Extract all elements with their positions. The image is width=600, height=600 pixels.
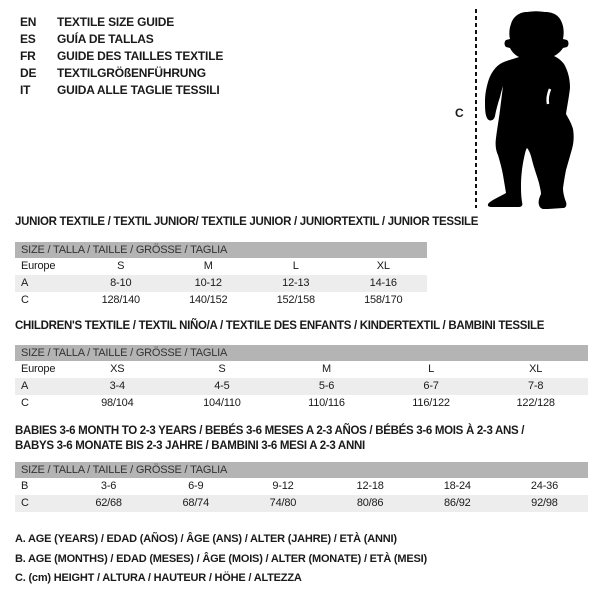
- table-row-age: [15, 275, 427, 292]
- footnote-a: A. AGE (YEARS) / EDAD (AÑOS) / ÂGE (ANS) / ALTER (JAHRE) / ETÀ (ANNI): [15, 533, 397, 545]
- lang-code: FR: [20, 49, 36, 63]
- lang-row-it: [20, 82, 223, 99]
- age-cell: 8-10: [110, 277, 132, 289]
- age-cell: 3-4: [109, 380, 125, 392]
- lang-code: ES: [20, 32, 36, 46]
- lang-row-fr: [20, 48, 223, 65]
- height-cell: 110/116: [308, 397, 345, 409]
- children-section-title: CHILDREN'S TEXTILE / TEXTIL NIÑO/A / TEXTILE DES ENFANTS / KINDERTEXTIL / BAMBINI TESSILE: [15, 320, 545, 332]
- row-label: C: [21, 294, 29, 306]
- height-cell: 122/128: [516, 397, 555, 409]
- age-cell: 6-9: [188, 480, 204, 492]
- lang-title: TEXTILE SIZE GUIDE: [57, 15, 175, 29]
- size-header-bar: SIZE / TALLA / TAILLE / GRÖSSE / TAGLIA: [15, 462, 588, 478]
- footnote-b: B. AGE (MONTHS) / EDAD (MESES) / ÂGE (MOIS) / ALTER (MONATE) / ETÀ (MESI): [15, 552, 427, 565]
- height-dashed-line: [475, 9, 477, 208]
- lang-code: IT: [20, 83, 31, 97]
- row-label: C: [21, 397, 29, 409]
- row-label: B: [21, 480, 29, 492]
- table-row-height: [15, 292, 427, 309]
- lang-row-en: [20, 14, 223, 31]
- size-cell: L: [292, 260, 299, 272]
- row-label: C: [21, 497, 29, 509]
- size-cell: XL: [529, 363, 543, 375]
- table-row-age: [15, 378, 588, 395]
- height-cell: 158/170: [364, 294, 403, 306]
- toddler-silhouette-icon: [481, 9, 593, 209]
- height-cell: 128/140: [101, 294, 140, 306]
- size-cell: XS: [110, 363, 125, 375]
- height-cell: 92/98: [531, 497, 558, 509]
- age-cell: 24-36: [530, 480, 559, 492]
- lang-title: TEXTILGRÖßENFÜHRUNG: [57, 66, 206, 80]
- height-cell: 80/86: [356, 497, 384, 509]
- size-cell: XL: [376, 260, 390, 272]
- lang-code: DE: [20, 66, 37, 80]
- size-cell: M: [203, 260, 213, 272]
- size-cell: L: [428, 363, 435, 375]
- height-cell: 140/152: [189, 294, 228, 306]
- height-cell: 74/80: [269, 497, 297, 509]
- table-row-europe: [15, 258, 427, 275]
- height-cell: 116/122: [412, 397, 450, 409]
- age-cell: 12-18: [356, 480, 384, 492]
- age-cell: 4-5: [214, 380, 230, 392]
- age-cell: 12-13: [282, 277, 310, 289]
- size-cell: S: [218, 363, 226, 375]
- height-cell: 98/104: [101, 397, 134, 409]
- table-row-europe: [15, 361, 588, 378]
- table-row-height: [15, 395, 588, 412]
- size-cell: S: [117, 260, 125, 272]
- table-row-height: [15, 495, 588, 512]
- age-cell: 7-8: [528, 380, 544, 392]
- age-cell: 3-6: [100, 480, 117, 492]
- height-cell: 86/92: [444, 497, 471, 509]
- row-label: Europe: [21, 260, 56, 272]
- age-cell: 14-16: [369, 277, 397, 289]
- age-cell: 5-6: [318, 380, 335, 392]
- age-cell: 10-12: [194, 277, 222, 289]
- age-cell: 18-24: [443, 480, 471, 492]
- footnote-c: C. (cm) HEIGHT / ALTURA / HAUTEUR / HÖHE / ALTEZZA: [15, 572, 302, 584]
- lang-row-es: [20, 31, 223, 48]
- babies-title-line1: BABIES 3-6 MONTH TO 2-3 YEARS / BEBÉS 3-6 MESES A 2-3 AÑOS / BÉBÉS 3-6 MOIS À 2-3 ANS /: [15, 425, 525, 437]
- age-cell: 9-12: [272, 480, 294, 492]
- height-measure-label: C: [455, 106, 464, 120]
- age-cell: 6-7: [423, 380, 439, 392]
- babies-size-table: [15, 462, 588, 512]
- size-cell: M: [322, 363, 331, 375]
- lang-title: GUIDE DES TAILLES TEXTILE: [57, 49, 224, 63]
- lang-title: GUÍA DE TALLAS: [57, 32, 154, 46]
- height-cell: 68/74: [182, 497, 210, 509]
- size-header-bar: SIZE / TALLA / TAILLE / GRÖSSE / TAGLIA: [15, 242, 427, 258]
- junior-section-title: JUNIOR TEXTILE / TEXTIL JUNIOR/ TEXTILE JUNIOR / JUNIORTEXTIL / JUNIOR TESSILE: [15, 216, 479, 228]
- height-cell: 104/110: [203, 397, 241, 409]
- language-title-block: [20, 14, 223, 99]
- babies-section-title: [15, 424, 524, 454]
- height-cell: 62/68: [95, 497, 122, 509]
- junior-size-table: [15, 242, 427, 309]
- legend-footnotes: [15, 530, 427, 589]
- size-header-bar: SIZE / TALLA / TAILLE / GRÖSSE / TAGLIA: [15, 345, 588, 361]
- lang-row-de: [20, 65, 223, 82]
- lang-title: GUIDA ALLE TAGLIE TESSILI: [57, 83, 220, 97]
- row-label: Europe: [21, 363, 56, 375]
- table-row-age-months: [15, 478, 588, 495]
- children-size-table: [15, 345, 588, 412]
- row-label: A: [21, 277, 29, 289]
- lang-code: EN: [20, 15, 37, 29]
- babies-title-line2: BABYS 3-6 MONATE BIS 2-3 JAHRE / BAMBINI 3-6 MESI A 2-3 ANNI: [15, 440, 365, 452]
- height-cell: 152/158: [276, 294, 315, 306]
- row-label: A: [21, 380, 29, 392]
